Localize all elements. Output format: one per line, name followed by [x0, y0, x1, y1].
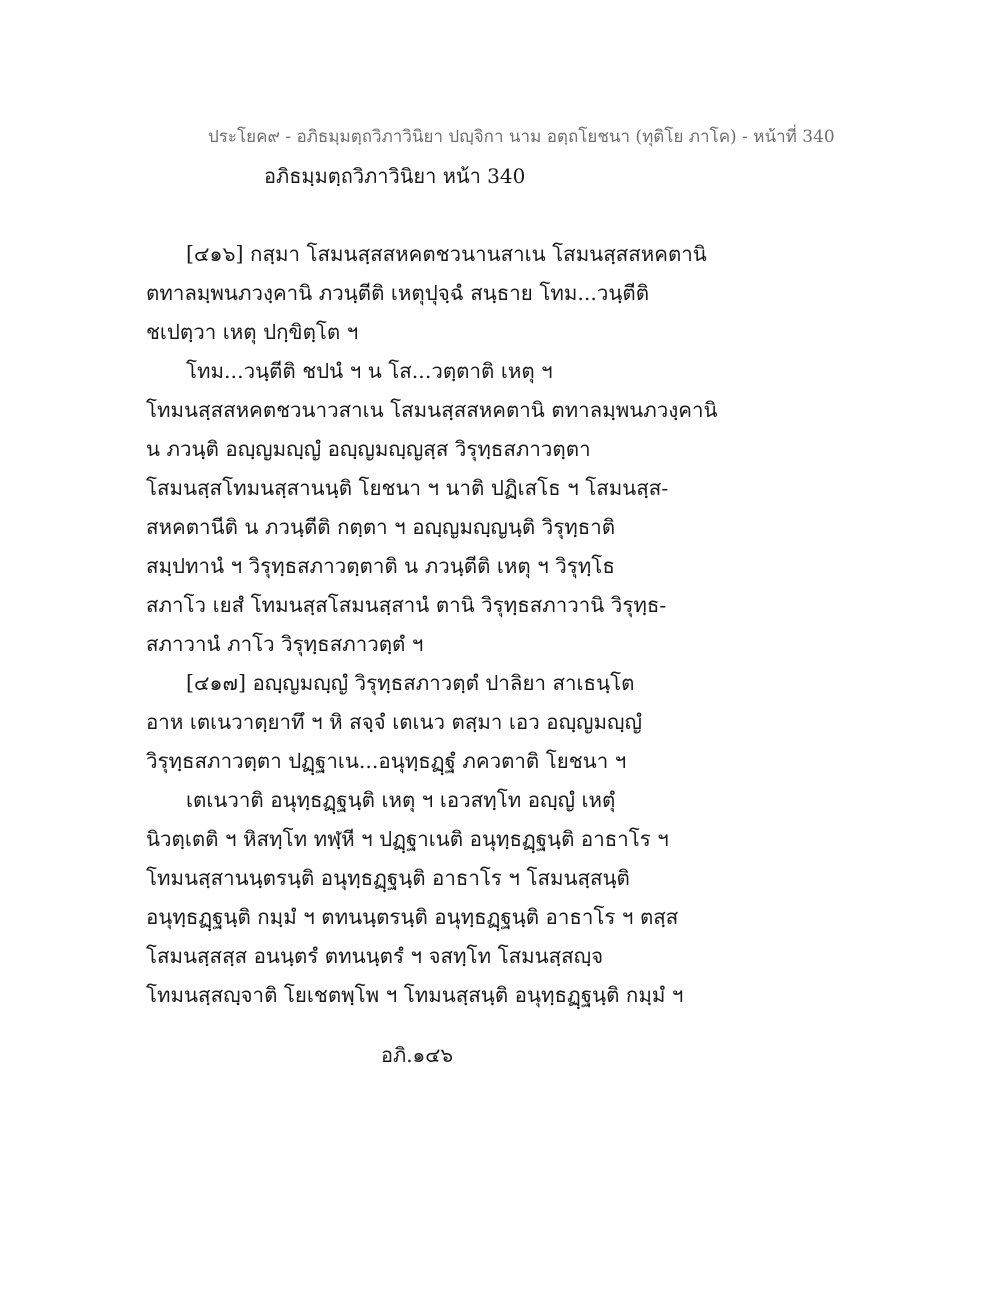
- text-line: โทมนสฺสานนฺตรนฺติ อนุทฺธฏฺฐนฺติ อาธาโร ฯ โสมนสฺสนฺติ: [146, 866, 630, 890]
- text-line: โสมนสฺสสฺส อนนฺตรํ ตทนนฺตรํ ฯ จสทฺโท โสมนสฺสญฺจ: [146, 944, 604, 968]
- text-line: [๔๑๗] อญฺญมญฺญํ วิรุทฺธสภาวตฺตํ ปาลิยา สาเธนฺโต: [186, 671, 635, 695]
- text-line: เตเนวาติ อนุทฺธฏฺฐนฺติ เหตุ ฯ เอวสทฺโท อญฺญํ เหตุํ: [186, 788, 616, 812]
- text-line: [๔๑๖] กสฺมา โสมนสฺสสหคตชวนานสาเน โสมนสฺสสหคตานิ: [186, 242, 707, 266]
- text-line: วิรุทฺธสภาวตฺตา ปฏฺฐาเน...อนุทฺธฏฺฐํ ภควตาติ โยชนา ฯ: [146, 749, 627, 773]
- text-line: อาห เตเนวาตฺยาทึ ฯ หิ สจฺจํ เตเนว ตสฺมา เอว อญฺญมญฺญํ: [146, 710, 642, 734]
- page-heading: อภิธมฺมตฺถวิภาวินิยา หน้า 340: [264, 164, 526, 188]
- text-line: สหคตานีติ น ภวนฺตีติ กตฺตา ฯ อญฺญมญฺญนฺติ วิรุทฺธาติ: [146, 515, 616, 539]
- text-line: นิวตฺเตติ ฯ หิสทฺโท ทฬฺหี ฯ ปฏฺฐาเนติ อนุทฺธฏฺฐนฺติ อาธาโร ฯ: [146, 827, 669, 851]
- text-line: โสมนสฺสโทมนสฺสานนฺติ โยชนา ฯ นาติ ปฏิเสโธ ฯ โสมนสฺส-: [146, 476, 669, 500]
- running-header: ประโยค๙ - อภิธมฺมตฺถวิภาวินิยา ปญฺจิกา นาม อตฺถโยชนา (ทุติโย ภาโค) - หน้าที่ 340: [208, 127, 835, 147]
- text-line: สภาวานํ ภาโว วิรุทฺธสภาวตฺตํ ฯ: [146, 632, 424, 656]
- text-line: โทมนสฺสสหคตชวนาวสาเน โสมนสฺสสหคตานิ ตทาลมฺพนภวงฺคานิ: [146, 398, 718, 422]
- text-line: สภาโว เยสํ โทมนสฺสโสมนสฺสานํ ตานิ วิรุทฺธสภาวานิ วิรุทฺธ-: [146, 593, 667, 617]
- page-number: อภิ.๑๔๖: [381, 1043, 454, 1067]
- text-line: น ภวนฺติ อญฺญมญฺญํ อญฺญมญฺญสฺส วิรุทฺธสภาวตฺตา: [146, 437, 591, 461]
- text-line: ตทาลมฺพนภวงฺคานิ ภวนฺตีติ เหตุปุจฺฉํ สนฺธาย โทม...วนฺตีติ: [146, 281, 650, 305]
- text-line: สมฺปทานํ ฯ วิรุทฺธสภาวตฺตาติ น ภวนฺตีติ เหตุ ฯ วิรุทฺโธ: [146, 554, 615, 578]
- text-line: อนุทฺธฏฺฐนฺติ กมฺมํ ฯ ตทนนฺตรนฺติ อนุทฺธฏฺฐนฺติ อาธาโร ฯ ตสฺส: [146, 905, 679, 929]
- text-line: โทมนสฺสญฺจาติ โยเชตพฺโพ ฯ โทมนสฺสนฺติ อนุทฺธฏฺฐนฺติ กมฺมํ ฯ: [146, 983, 684, 1007]
- text-line: โทม...วนฺตีติ ชปนํ ฯ น โส...วตฺตาติ เหตุ ฯ: [186, 359, 553, 383]
- text-line: ชเปตฺวา เหตุ ปกฺขิตฺโต ฯ: [146, 320, 359, 344]
